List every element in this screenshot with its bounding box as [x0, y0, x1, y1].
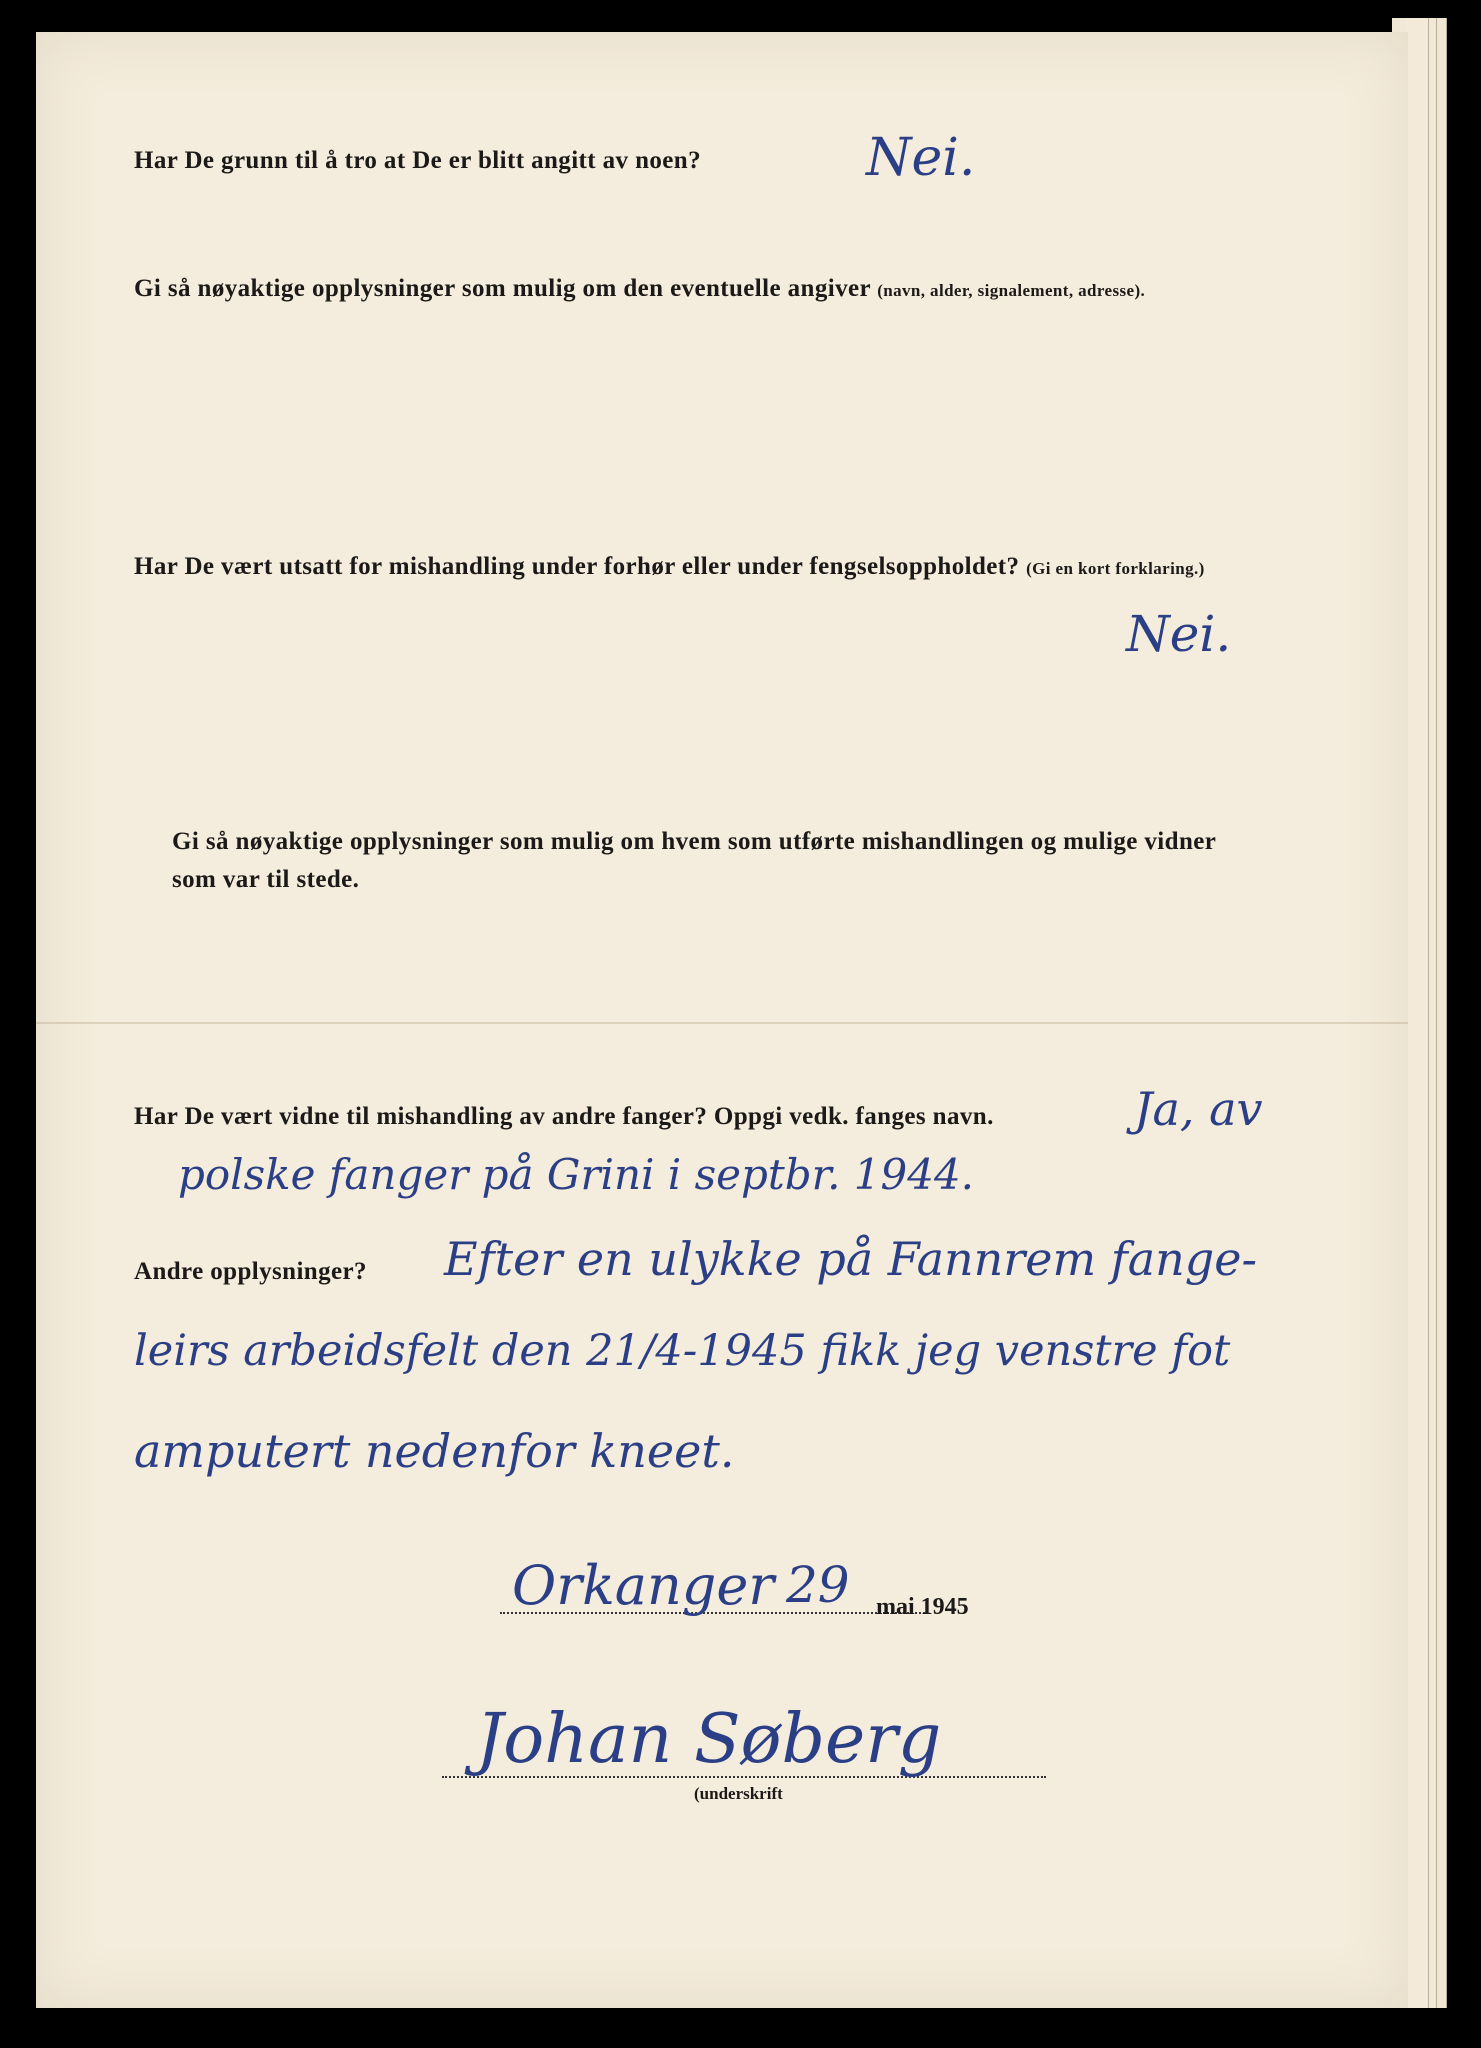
- date-day: 29: [786, 1556, 850, 1614]
- question-mistreatment-text: Har De vært utsatt for mishandling under forhør eller under fengselsoppholdet?: [134, 553, 1020, 580]
- answer-other-info-line-2: leirs arbeidsfelt den 21/4-1945 fikk jeg venstre fot: [134, 1326, 1231, 1376]
- question-perpetrators-line-1: Gi så nøyaktige opplysninger som mulig om hvem som utførte mishandlingen og mulige vidner: [172, 828, 1217, 855]
- signature-label: (underskrift: [694, 1784, 783, 1803]
- fold-crease: [36, 1022, 1408, 1024]
- date-month-year: mai 1945: [876, 1594, 969, 1620]
- question-informer-details-text: Gi så nøyaktige opplysninger som mulig om den eventuelle angiver: [134, 275, 871, 302]
- place-name: Orkanger: [512, 1554, 775, 1617]
- question-perpetrators-line-2: som var til stede.: [172, 866, 360, 893]
- answer-denounced: Nei.: [866, 128, 976, 188]
- answer-mistreatment: Nei.: [1126, 605, 1232, 663]
- answer-witness-line-2: polske fanger på Grini i septbr. 1944.: [178, 1150, 975, 1199]
- question-informer-details: [134, 275, 1145, 303]
- question-mistreatment-note: (Gi en kort forklaring.): [1026, 559, 1205, 578]
- answer-other-info-line-3: amputert nedenfor kneet.: [134, 1424, 735, 1478]
- question-mistreatment: [134, 553, 1205, 581]
- question-other-info: Andre opplysninger?: [134, 1258, 367, 1285]
- question-informer-details-note: (navn, alder, signalement, adresse).: [877, 281, 1146, 300]
- question-witness: Har De vært vidne til mishandling av andre fanger? Oppgi vedk. fanges navn.: [134, 1103, 994, 1130]
- signature: Johan Søberg: [476, 1700, 942, 1779]
- answer-witness-line-1: Ja, av: [1134, 1082, 1263, 1136]
- question-denounced: Har De grunn til å tro at De er blitt angitt av noen?: [134, 147, 702, 174]
- page-stack-edge-1: [1406, 18, 1429, 2008]
- answer-other-info-line-1: Efter en ulykke på Fannrem fange-: [444, 1232, 1258, 1286]
